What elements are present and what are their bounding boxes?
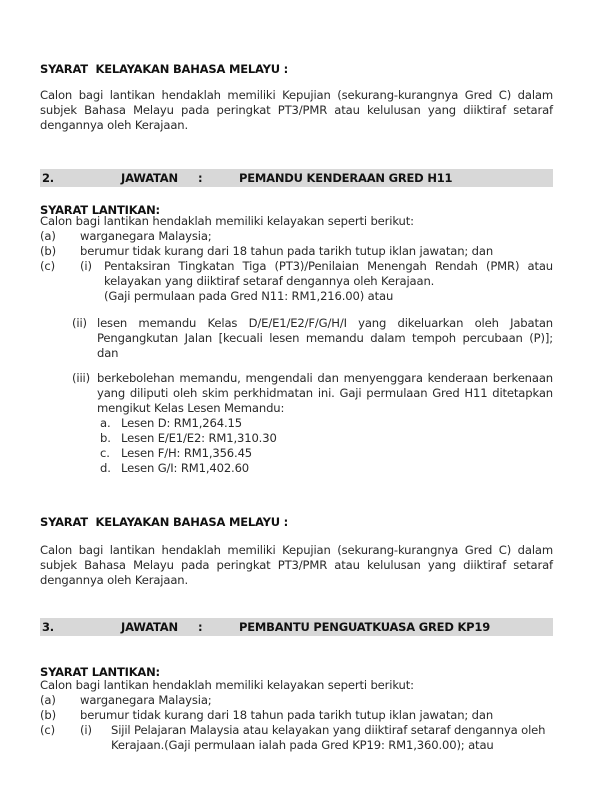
salary-marker: d. bbox=[100, 461, 111, 475]
item-marker: (b) bbox=[40, 244, 56, 258]
job-title: PEMBANTU PENGUATKUASA GRED KP19 bbox=[239, 620, 491, 634]
sub-item-text-cont: Kerajaan.(Gaji permulaan ialah pada Gred KP19: RM1,360.00); atau bbox=[111, 738, 494, 752]
section-3-header-bar bbox=[40, 618, 553, 636]
item-marker: (b) bbox=[40, 708, 56, 722]
bm-paragraph: Calon bagi lantikan hendaklah memiliki Kepujian (sekurang-kurangnya Gred C) dalam subjek Bahasa Melayu pada peringkat PT3/PMR atau kelulusan yang diiktiraf setaraf dengannya oleh Kerajaan. bbox=[40, 543, 553, 587]
sub-item-marker: (i) bbox=[80, 723, 92, 737]
sub-item-text-cont: (Gaji permulaan pada Gred N11: RM1,216.00) atau bbox=[104, 289, 394, 303]
item-marker: (a) bbox=[40, 229, 56, 243]
salary-text: Lesen F/H: RM1,356.45 bbox=[121, 446, 253, 460]
header-colon: : bbox=[198, 620, 203, 634]
salary-text: Lesen D: RM1,264.15 bbox=[121, 416, 242, 430]
sub-item-text: Pentaksiran Tingkatan Tiga (PT3)/Penilaian Menengah Rendah (PMR) atau kelayakan yang diiktiraf setaraf dengannya oleh Kerajaan. bbox=[104, 259, 553, 288]
syarat-lantikan-heading: SYARAT LANTIKAN: bbox=[40, 665, 160, 679]
item-text: berumur tidak kurang dari 18 tahun pada tarikh tutup iklan jawatan; dan bbox=[80, 244, 494, 258]
bm-heading: SYARAT KELAYAKAN BAHASA MELAYU : bbox=[40, 515, 289, 529]
section-number: 3. bbox=[42, 620, 54, 634]
sub-item-marker: (ii) bbox=[72, 316, 87, 330]
jawatan-label: JAWATAN bbox=[121, 171, 178, 185]
section-2-header-bar bbox=[40, 169, 553, 187]
salary-text: Lesen G/I: RM1,402.60 bbox=[121, 461, 250, 475]
salary-marker: b. bbox=[100, 431, 111, 445]
item-text: warganegara Malaysia; bbox=[80, 693, 212, 707]
intro-text: Calon bagi lantikan hendaklah memiliki kelayakan seperti berikut: bbox=[40, 678, 414, 692]
jawatan-label: JAWATAN bbox=[121, 620, 178, 634]
salary-marker: c. bbox=[100, 446, 110, 460]
sub-item-text: Sijil Pelajaran Malaysia atau kelayakan yang diiktiraf setaraf dengannya oleh bbox=[111, 723, 546, 737]
item-marker: (c) bbox=[40, 259, 55, 273]
job-title: PEMANDU KENDERAAN GRED H11 bbox=[239, 171, 453, 185]
sub-item-text: berkebolehan memandu, mengendali dan menyenggara kenderaan berkenaan yang diliputi oleh skim perkhidmatan ini. Gaji permulaan Gred H11 ditetapkan mengikut Kelas Lesen Memandu: bbox=[97, 371, 553, 415]
salary-text: Lesen E/E1/E2: RM1,310.30 bbox=[121, 431, 277, 445]
section-number: 2. bbox=[42, 171, 54, 185]
bm-paragraph: Calon bagi lantikan hendaklah memiliki Kepujian (sekurang-kurangnya Gred C) dalam subjek Bahasa Melayu pada peringkat PT3/PMR atau kelulusan yang diiktiraf setaraf dengannya oleh Kerajaan. bbox=[40, 88, 553, 132]
sub-item-marker: (iii) bbox=[72, 371, 90, 385]
salary-marker: a. bbox=[100, 416, 111, 430]
sub-item-text: lesen memandu Kelas D/E/E1/E2/F/G/H/I yang dikeluarkan oleh Jabatan Pengangkutan Jalan [kecuali lesen memandu dalam tempoh percubaan (P)]; dan bbox=[97, 316, 553, 360]
item-marker: (a) bbox=[40, 693, 56, 707]
item-text: berumur tidak kurang dari 18 tahun pada tarikh tutup iklan jawatan; dan bbox=[80, 708, 494, 722]
sub-item-marker: (i) bbox=[80, 259, 92, 273]
syarat-lantikan-heading: SYARAT LANTIKAN: bbox=[40, 203, 160, 217]
bm-heading: SYARAT KELAYAKAN BAHASA MELAYU : bbox=[40, 62, 289, 76]
item-text: warganegara Malaysia; bbox=[80, 229, 212, 243]
header-colon: : bbox=[198, 171, 203, 185]
intro-text: Calon bagi lantikan hendaklah memiliki kelayakan seperti berikut: bbox=[40, 214, 414, 228]
item-marker: (c) bbox=[40, 723, 55, 737]
